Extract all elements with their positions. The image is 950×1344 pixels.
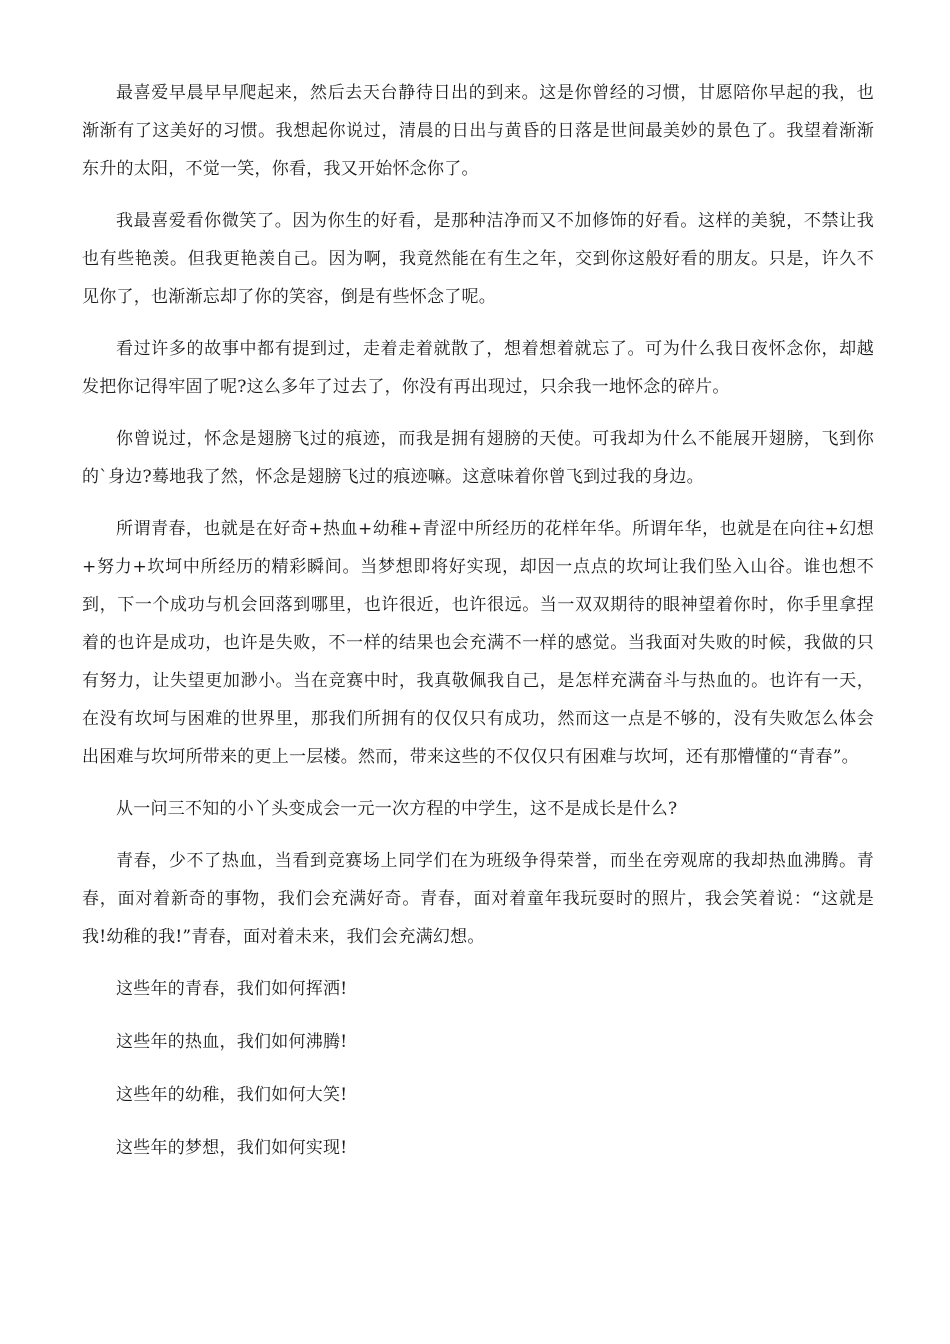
paragraph-8: 这些年的青春，我们如何挥洒! <box>116 979 348 999</box>
paragraph-4: 你曾说过，怀念是翅膀飞过的痕迹，而我是拥有翅膀的天使。可我却为什么不能展开翅膀，飞到你的`身边?蓦地我了然，怀念是翅膀飞过的痕迹嘛。这意味着你曾飞到过我的身边。 <box>82 429 874 487</box>
paragraph-5: 所谓青春，也就是在好奇+热血+幼稚+青涩中所经历的花样年华。所谓年华，也就是在向往+幻想+努力+坎坷中所经历的精彩瞬间。当梦想即将好实现，却因一点点的坎坷让我们坠入山谷。谁也想不到，下一个成功与机会回落到哪里，也许很近，也许很远。当一双双期待的眼神望着你时，你手里拿捏着的也许是成功，也许是失败，不一样的结果也会充满不一样的感觉。当我面对失败的时候，我做的只有努力，让失望更加渺小。当在竞赛中时，我真敬佩我自己，是怎样充满奋斗与热血的。也许有一天，在没有坎坷与困难的世界里，那我们所拥有的仅仅只有成功，然而这一点是不够的，没有失败怎么体会出困难与坎坷所带来的更上一层楼。然而，带来这些的不仅仅只有困难与坎坷，还有那懵懂的“青春”。 <box>82 519 874 767</box>
paragraph-9: 这些年的热血，我们如何沸腾! <box>116 1032 348 1052</box>
paragraph-3: 看过许多的故事中都有提到过，走着走着就散了，想着想着就忘了。可为什么我日夜怀念你，却越发把你记得牢固了呢?这么多年了过去了，你没有再出现过，只余我一地怀念的碎片。 <box>82 339 874 397</box>
paragraph-2: 我最喜爱看你微笑了。因为你生的好看，是那种洁净而又不加修饰的好看。这样的美貌，不禁让我也有些艳羡。但我更艳羡自己。因为啊，我竟然能在有生之年，交到你这般好看的朋友。只是，许久不见你了，也渐渐忘却了你的笑容，倒是有些怀念了呢。 <box>82 211 874 307</box>
paragraph-11: 这些年的梦想，我们如何实现! <box>116 1138 348 1158</box>
paragraph-10: 这些年的幼稚，我们如何大笑! <box>116 1085 348 1105</box>
paragraph-6: 从一问三不知的小丫头变成会一元一次方程的中学生，这不是成长是什么? <box>116 799 678 819</box>
paragraph-1: 最喜爱早晨早早爬起来，然后去天台静待日出的到来。这是你曾经的习惯，甘愿陪你早起的我，也渐渐有了这美好的习惯。我想起你说过，清晨的日出与黄昏的日落是世间最美妙的景色了。我望着渐渐东升的太阳，不觉一笑，你看，我又开始怀念你了。 <box>82 83 874 179</box>
document-body <box>82 74 874 1182</box>
paragraph-7: 青春，少不了热血，当看到竞赛场上同学们在为班级争得荣誉，而坐在旁观席的我却热血沸腾。青春，面对着新奇的事物，我们会充满好奇。青春，面对着童年我玩耍时的照片，我会笑着说：“这就是我!幼稚的我!”青春，面对着未来，我们会充满幻想。 <box>82 851 874 947</box>
